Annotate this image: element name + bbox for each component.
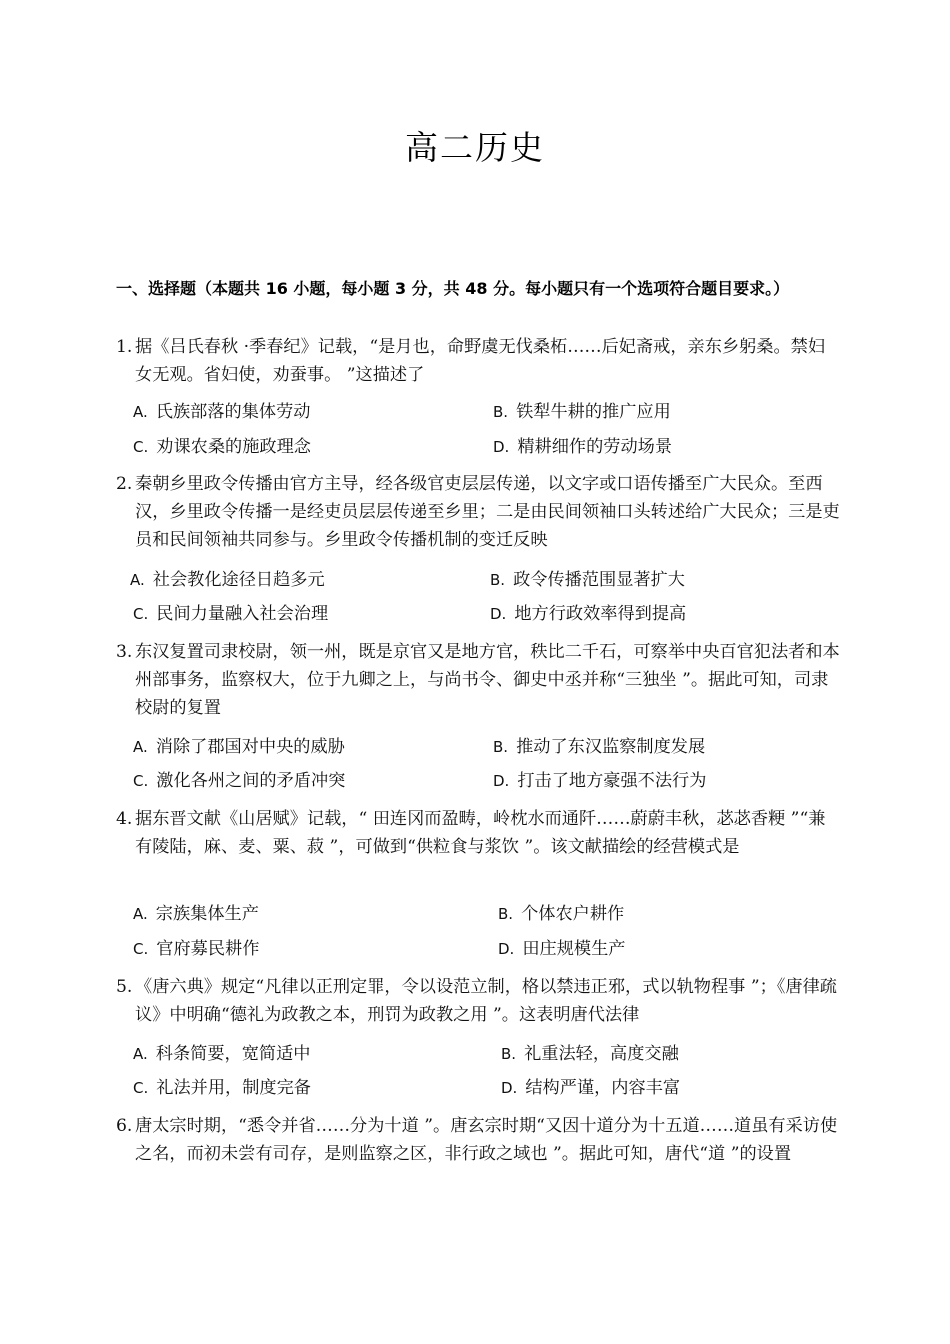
option-letter: D. (493, 772, 510, 790)
option-letter: C. (133, 605, 149, 623)
option-letter: D. (493, 438, 510, 456)
question-number: 4. (116, 809, 133, 829)
option-letter: A. (133, 905, 148, 923)
option-d (493, 436, 672, 458)
option-letter: B. (501, 1045, 517, 1063)
question-6 (116, 1112, 841, 1168)
option-text: 宗族集体生产 (155, 904, 259, 924)
option-c (133, 770, 345, 792)
page-title: 高二历史 (405, 128, 545, 167)
question-stem: 秦朝乡里政令传播由官方主导，经各级官吏层层传递，以文字或口语传播至广大民众。至西汉，乡里政令传播一是经吏员层层传递至乡里；二是由民间领袖口头转述给广大民众；三是吏员和民间领袖共同参与。乡里政令传播机制的变迁反映 (135, 474, 840, 550)
question-2 (116, 470, 841, 554)
option-c (133, 603, 328, 625)
option-text: 打击了地方豪强不法行为 (517, 771, 707, 791)
option-letter: C. (133, 1079, 149, 1097)
option-text: 官府募民耕作 (156, 939, 260, 959)
option-letter: C. (133, 772, 149, 790)
option-text: 礼重法轻，高度交融 (524, 1044, 679, 1064)
question-stem: 据东晋文献《山居赋》记载，“ 田连冈而盈畴，岭枕水而通阡……蔚蔚丰秋，苾苾香粳 ”“兼有陵陆，麻、麦、粟、菽 ”，可做到“供粒食与浆饮 ”。该文献描绘的经营模式是 (135, 809, 826, 857)
option-b (490, 569, 685, 591)
option-text: 礼法并用，制度完备 (156, 1078, 311, 1098)
option-letter: A. (130, 571, 145, 589)
option-d (490, 603, 686, 625)
option-letter: D. (498, 940, 515, 958)
question-number: 6. (116, 1116, 133, 1136)
question-number: 2. (116, 474, 133, 494)
question-5 (116, 973, 841, 1029)
question-number: 1. (116, 337, 133, 357)
question-number: 3. (116, 642, 133, 662)
option-a (133, 736, 345, 758)
option-letter: B. (490, 571, 506, 589)
option-text: 个体农户耕作 (521, 904, 625, 924)
question-stem: 东汉复置司隶校尉，领一州，既是京官又是地方官，秩比二千石，可察举中央百官犯法者和本州部事务，监察权大，位于九卿之上，与尚书令、御史中丞并称“三独坐 ”。据此可知，司隶校尉的复置 (135, 642, 840, 718)
option-text: 激化各州之间的矛盾冲突 (156, 771, 346, 791)
option-text: 消除了郡国对中央的威胁 (155, 737, 345, 757)
option-text: 劝课农桑的施政理念 (156, 437, 311, 457)
option-text: 推动了东汉监察制度发展 (516, 737, 706, 757)
question-stem: 唐太宗时期，“悉令并省……分为十道 ”。唐玄宗时期“又因十道分为十五道……道虽有采访使之名，而初未尝有司存，是则监察之区，非行政之域也 ”。据此可知，唐代“道 ”的设置 (135, 1116, 838, 1164)
option-text: 氏族部落的集体劳动 (155, 402, 311, 422)
option-letter: B. (493, 738, 509, 756)
option-text: 科条简要，宽简适中 (155, 1044, 311, 1064)
option-letter: A. (133, 1045, 148, 1063)
question-3 (116, 638, 841, 722)
option-letter: A. (133, 738, 148, 756)
option-b (498, 903, 624, 925)
option-a (133, 903, 259, 925)
question-number: 5. (116, 977, 133, 997)
option-b (493, 736, 705, 758)
option-text: 结构严谨，内容丰富 (525, 1078, 681, 1098)
option-a (133, 401, 310, 423)
question-1 (116, 333, 841, 389)
option-letter: D. (490, 605, 507, 623)
question-4 (116, 805, 841, 861)
option-letter: B. (498, 905, 514, 923)
option-text: 政令传播范围显著扩大 (513, 570, 685, 590)
option-d (498, 938, 625, 960)
option-a (130, 569, 325, 591)
option-letter: C. (133, 940, 149, 958)
option-text: 精耕细作的劳动场景 (517, 437, 673, 457)
option-d (501, 1077, 680, 1099)
option-c (133, 1077, 311, 1099)
option-letter: D. (501, 1079, 518, 1097)
question-stem: 《唐六典》规定“凡律以正刑定罪，令以设范立制，格以禁违正邪，式以轨物程事 ”；《唐律疏议》中明确“德礼为政教之本，刑罚为政教之用 ”。这表明唐代法律 (135, 977, 837, 1025)
option-a (133, 1043, 310, 1065)
option-text: 田庄规模生产 (522, 939, 626, 959)
question-stem: 据《吕氏春秋 ·季春纪》记载，“是月也，命野虞无伐桑柘……后妃斋戒，亲东乡躬桑。禁妇女无观。省妇使，劝蚕事。 ”这描述了 (135, 337, 826, 385)
option-letter: C. (133, 438, 149, 456)
section-heading: 一、选择题（本题共 16 小题，每小题 3 分，共 48 分。每小题只有一个选项符合题目要求。） (116, 279, 790, 298)
option-text: 民间力量融入社会治理 (156, 604, 329, 624)
option-c (133, 436, 311, 458)
option-text: 社会教化途径日趋多元 (152, 570, 325, 590)
option-d (493, 770, 706, 792)
option-text: 铁犁牛耕的推广应用 (516, 402, 671, 422)
option-b (501, 1043, 679, 1065)
option-c (133, 938, 259, 960)
option-letter: B. (493, 403, 509, 421)
option-b (493, 401, 671, 423)
option-text: 地方行政效率得到提高 (514, 604, 687, 624)
option-letter: A. (133, 403, 148, 421)
